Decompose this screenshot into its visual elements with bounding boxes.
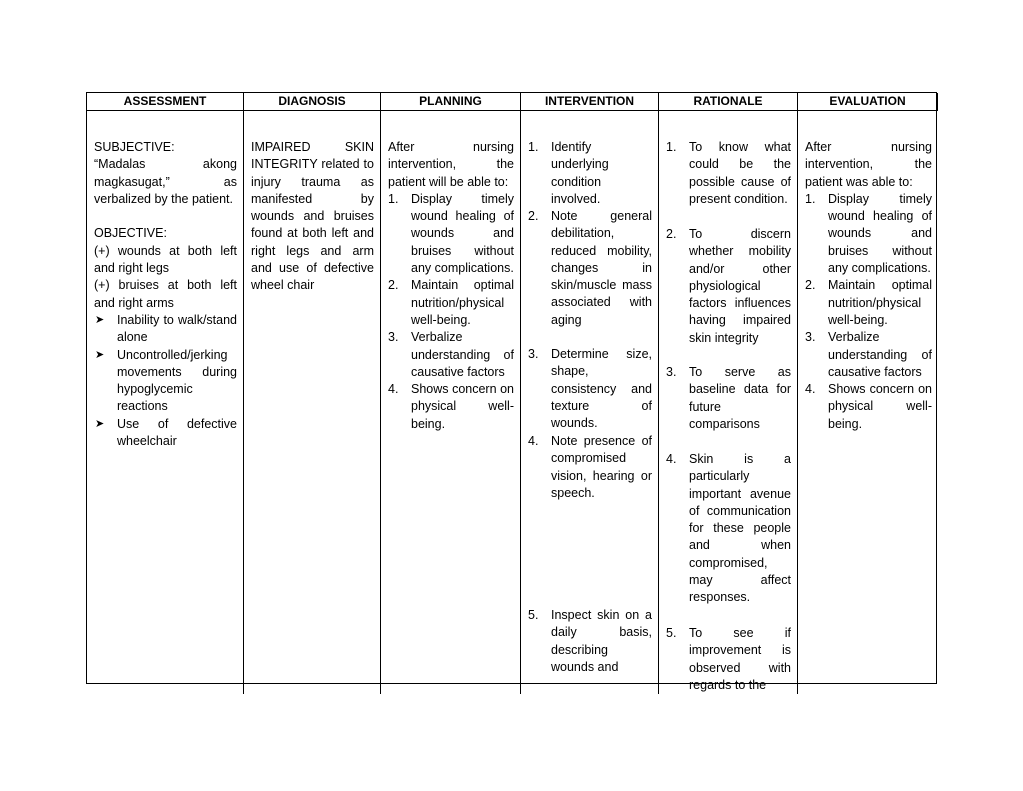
list-item: 2. Maintain optimal nutrition/physical well-being. (388, 278, 514, 327)
list-item: 3. Determine size, shape, consistency and texture of wounds. (528, 347, 652, 431)
assessment-cell (87, 111, 244, 694)
planning-list (388, 191, 514, 433)
list-item: 2. Note general debilitation, reduced mobility, changes in skin/muscle mass associated with aging (528, 209, 652, 327)
list-item: 1. To know what could be the possible cause of present condition. (666, 140, 791, 206)
list-item: 4. Shows concern on physical well-being. (805, 382, 932, 431)
list-item: ➤ Inability to walk/stand alone (95, 312, 237, 345)
list-item: ➤ Use of defective wheelchair (95, 416, 237, 449)
rationale-cell (659, 111, 798, 694)
subjective-label: SUBJECTIVE: (94, 140, 175, 154)
diagnosis-text: IMPAIRED SKIN INTEGRITY related to injury trauma as manifested by wounds and bruises found at both left and right legs and arm and use of defective wheel chair (251, 140, 374, 293)
header-rationale: RATIONALE (659, 93, 798, 111)
assessment-bullets (94, 312, 237, 450)
rationale-list (666, 139, 791, 694)
list-item: 4. Skin is a particularly important avenue of communication for these people and when compromised, may affect responses. (666, 452, 791, 605)
evaluation-list (805, 191, 932, 433)
list-item: 5. To see if improvement is observed with regards to the (666, 626, 791, 692)
list-item: 2. To discern whether mobility and/or other physiological factors influences having impaired skin integrity (666, 227, 791, 345)
list-item: ➤ Uncontrolled/jerking movements during hypoglycemic reactions (95, 347, 237, 414)
objective-line: (+) bruises at both left and right arms (94, 278, 237, 310)
header-evaluation: EVALUATION (798, 93, 938, 111)
planning-cell (381, 111, 521, 694)
care-plan-grid (87, 93, 936, 692)
list-item: 3. Verbalize understanding of causative factors (805, 330, 932, 379)
evaluation-cell (798, 111, 938, 694)
evaluation-intro: After nursing intervention, the patient was able to: (805, 140, 932, 189)
arrow-bullet-icon: ➤ (95, 313, 105, 326)
list-item: 4. Note presence of compromised vision, hearing or speech. (528, 434, 652, 500)
list-item: 1. Display timely wound healing of wounds and bruises without any complications. (388, 191, 514, 276)
planning-intro: After nursing intervention, the patient will be able to: (388, 140, 514, 189)
intervention-list (528, 139, 652, 676)
list-item: 3. To serve as baseline data for future comparisons (666, 365, 791, 431)
list-item: 5. Inspect skin on a daily basis, describing wounds and (528, 608, 652, 674)
header-assessment: ASSESSMENT (87, 93, 244, 111)
list-item: 2. Maintain optimal nutrition/physical well-being. (805, 278, 932, 327)
subjective-text: “Madalas akong magkasugat,” as verbalized by the patient. (94, 157, 237, 206)
arrow-bullet-icon: ➤ (95, 417, 105, 430)
nursing-care-plan-table (86, 92, 937, 692)
list-item: 3. Verbalize understanding of causative factors (388, 330, 514, 379)
list-item: 1. Identify underlying condition involved. (528, 140, 609, 206)
list-item: 1. Display timely wound healing of wounds and bruises without any complications. (805, 191, 932, 276)
diagnosis-cell (244, 111, 381, 694)
objective-line: (+) wounds at both left and right legs (94, 243, 237, 276)
header-diagnosis: DIAGNOSIS (244, 93, 381, 111)
intervention-cell (521, 111, 659, 694)
list-item: 4. Shows concern on physical well-being. (388, 382, 514, 431)
objective-label: OBJECTIVE: (94, 226, 167, 241)
arrow-bullet-icon: ➤ (95, 348, 105, 361)
header-intervention: INTERVENTION (521, 93, 659, 111)
header-planning: PLANNING (381, 93, 521, 111)
